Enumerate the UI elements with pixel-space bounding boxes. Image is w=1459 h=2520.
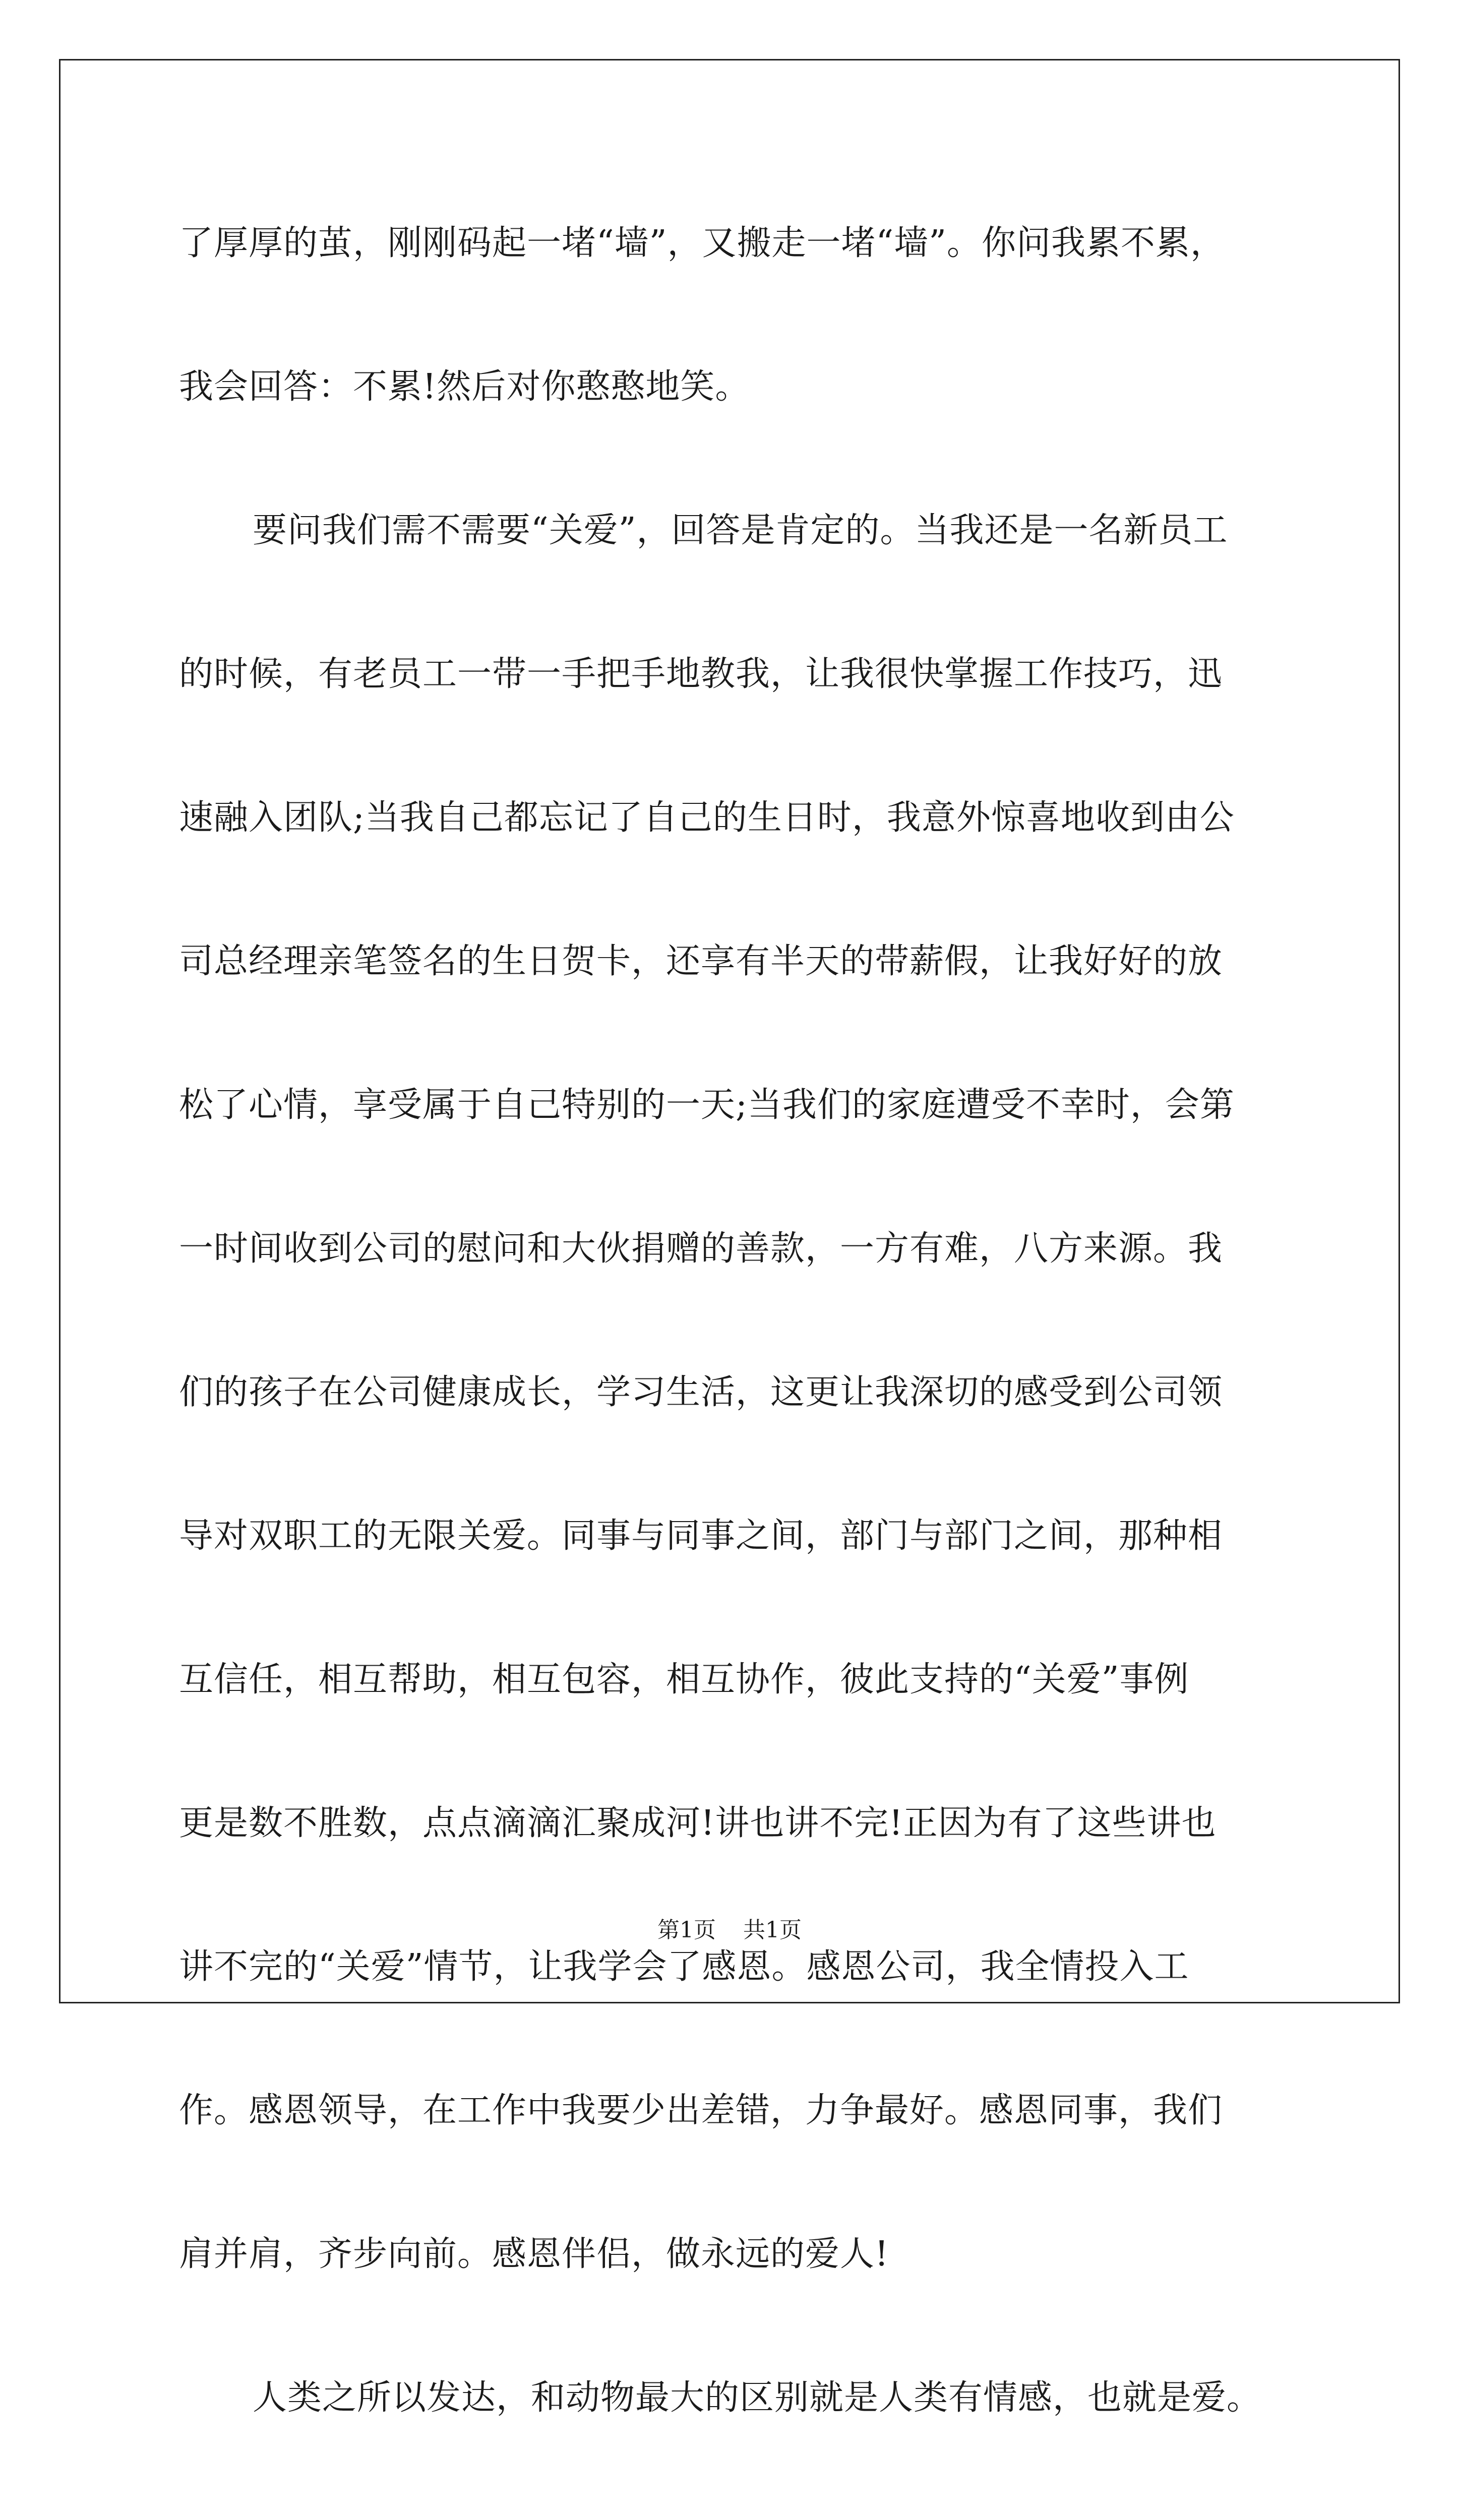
text-line: 人类之所以发达，和动物最大的区别就是人类有情感，也就是爱。 <box>253 2378 1262 2418</box>
text-line: 我会回答：不累!然后对你憨憨地笑。 <box>179 367 750 407</box>
text-line: 肩并肩，齐步向前。感恩伴侣，做永远的爱人! <box>179 2234 889 2274</box>
text-line: 一时间收到公司的慰问和大伙捐赠的善款，一方有难，八方来源。我 <box>179 1229 1223 1269</box>
text-line: 互信任，相互帮助，相互包容，相互协作，彼此支持的“关爱”事例 <box>179 1660 1189 1699</box>
text-line: 要问我们需不需要“关爱”，回答是肯定的。当我还是一名新员工 <box>253 511 1228 550</box>
text-line: 作。感恩领导，在工作中我要少出差错，力争最好。感恩同事，我们 <box>179 2091 1223 2130</box>
text-line: 导对双职工的无限关爱。同事与同事之间，部门与部门之间，那种相 <box>179 1516 1223 1556</box>
text-line: 们的孩子在公司健康成长，学习生活，这更让我深切的感受到公司领 <box>179 1372 1223 1412</box>
document-body <box>179 171 1318 2520</box>
text-line: 了厚厚的茧，刚刚码起一堵“墙”，又搬走一堵“墙”。你问我累不累， <box>179 223 1226 263</box>
text-line <box>179 2470 1318 2520</box>
text-line: 更是数不胜数，点点滴滴汇聚成河!讲也讲不完!正因为有了这些讲也 <box>179 1803 1217 1843</box>
text-line: 速融入团队;当我自己都忘记了自己的生日时，我意外惊喜地收到由公 <box>179 798 1235 838</box>
text-line: 松了心情，享受属于自己特别的一天;当我们的家庭遭受不幸时，会第 <box>179 1085 1235 1125</box>
page-footer <box>0 1915 1459 1945</box>
text-line: 司总经理亲笔签名的生日贺卡，还享有半天的带薪假，让我好好的放 <box>179 941 1223 981</box>
text-line: 的时候，有老员工一带一手把手地教我，让我很快掌握工作技巧，迅 <box>179 654 1223 694</box>
page-number-total: 共1页 <box>743 1917 802 1943</box>
page-number-current: 第1页 <box>657 1917 716 1943</box>
text-line: 讲不完的“关爱”情节，让我学会了感恩。感恩公司，我全情投入工 <box>179 1947 1189 1987</box>
